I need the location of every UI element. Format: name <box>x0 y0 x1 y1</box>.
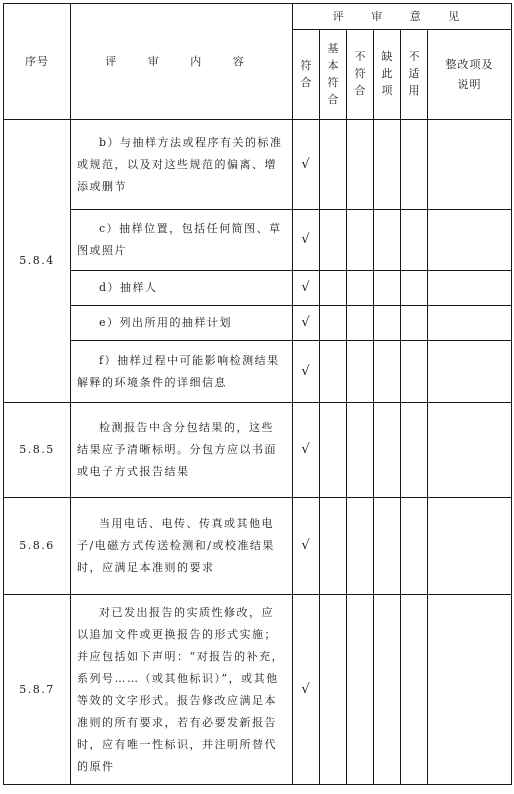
empty-cell <box>347 403 374 498</box>
seq-header-label: 序号 <box>25 54 49 68</box>
empty-cell <box>401 595 428 785</box>
col-header-rectification <box>428 30 512 120</box>
empty-cell <box>374 271 401 306</box>
review-content: 当用电话、电传、传真或其他电子/电磁方式传送检测和/或校准结果时，应满足本准则的要求 <box>71 498 293 595</box>
empty-cell <box>428 341 512 403</box>
col-header-rectification-label: 整改项及说明 <box>445 57 494 91</box>
review-content: d）抽样人 <box>71 271 293 306</box>
empty-cell <box>320 306 347 341</box>
empty-cell <box>320 341 347 403</box>
col-header-nonconform-label: 不符合 <box>354 50 366 98</box>
conform-cell <box>293 341 320 403</box>
empty-cell <box>320 271 347 306</box>
col-header-nonconform <box>347 30 374 120</box>
empty-cell <box>347 595 374 785</box>
col-header-missing-label: 缺此项 <box>381 50 393 98</box>
table-row <box>4 210 512 271</box>
empty-cell <box>401 306 428 341</box>
table-row <box>4 498 512 595</box>
empty-cell <box>374 403 401 498</box>
col-header-missing <box>374 30 401 120</box>
table-row <box>4 595 512 785</box>
review-content: e）列出所用的抽样计划 <box>71 306 293 341</box>
review-content: 对已发出报告的实质性修改，应以追加文件或更换报告的形式实施；并应包括如下声明：“对报告的补充，系列号……（或其他标识）”，或其他等效的文字形式。报告修改应满足本准则的所有要求，若有必要发新报告时，应有唯一性标识，并注明所替代的原件 <box>71 595 293 785</box>
review-content: c）抽样位置，包括任何简图、草图或照片 <box>71 210 293 271</box>
empty-cell <box>401 120 428 210</box>
review-table <box>3 3 512 785</box>
check-mark: √ <box>301 538 311 554</box>
col-header-not-applicable-label: 不适用 <box>408 50 420 98</box>
conform-cell <box>293 306 320 341</box>
review-content: f）抽样过程中可能影响检测结果解释的环境条件的详细信息 <box>71 341 293 403</box>
empty-cell <box>347 498 374 595</box>
empty-cell <box>401 498 428 595</box>
review-content: b）与抽样方法或程序有关的标准或规范，以及对这些规范的偏离、增添或删节 <box>71 120 293 210</box>
section-number: 5.8.7 <box>4 595 71 785</box>
empty-cell <box>428 120 512 210</box>
empty-cell <box>401 210 428 271</box>
conform-cell <box>293 403 320 498</box>
empty-cell <box>428 306 512 341</box>
check-mark: √ <box>301 442 311 458</box>
conform-cell <box>293 498 320 595</box>
review-content: 检测报告中含分包结果的，这些结果应予清晰标明。分包方应以书面或电子方式报告结果 <box>71 403 293 498</box>
seq-header <box>4 4 71 120</box>
empty-cell <box>401 403 428 498</box>
conform-cell <box>293 120 320 210</box>
empty-cell <box>347 120 374 210</box>
empty-cell <box>320 120 347 210</box>
empty-cell <box>347 341 374 403</box>
empty-cell <box>347 271 374 306</box>
col-header-basic-conform-label: 基本符合 <box>327 41 339 106</box>
conform-cell <box>293 595 320 785</box>
empty-cell <box>347 210 374 271</box>
check-mark: √ <box>301 156 311 172</box>
check-mark: √ <box>301 315 311 331</box>
empty-cell <box>320 595 347 785</box>
check-mark: √ <box>301 280 311 296</box>
empty-cell <box>374 498 401 595</box>
empty-cell <box>374 341 401 403</box>
empty-cell <box>428 271 512 306</box>
col-header-not-applicable <box>401 30 428 120</box>
empty-cell <box>401 271 428 306</box>
empty-cell <box>320 403 347 498</box>
table-row <box>4 306 512 341</box>
empty-cell <box>428 595 512 785</box>
col-header-conform <box>293 30 320 120</box>
check-mark: √ <box>301 681 311 697</box>
empty-cell <box>320 210 347 271</box>
section-number: 5.8.6 <box>4 498 71 595</box>
header-row-top <box>4 4 512 30</box>
empty-cell <box>374 120 401 210</box>
content-header <box>71 4 293 120</box>
section-number: 5.8.4 <box>4 120 71 403</box>
empty-cell <box>374 595 401 785</box>
check-mark: √ <box>301 232 311 248</box>
empty-cell <box>428 210 512 271</box>
opinion-header-label: 评 审 意 见 <box>332 9 472 23</box>
col-header-basic-conform <box>320 30 347 120</box>
empty-cell <box>374 306 401 341</box>
conform-cell <box>293 271 320 306</box>
empty-cell <box>401 341 428 403</box>
empty-cell <box>428 498 512 595</box>
col-header-conform-label: 符合 <box>300 58 312 89</box>
table-row <box>4 120 512 210</box>
section-number: 5.8.5 <box>4 403 71 498</box>
conform-cell <box>293 210 320 271</box>
empty-cell <box>320 498 347 595</box>
empty-cell <box>347 306 374 341</box>
table-row <box>4 271 512 306</box>
empty-cell <box>428 403 512 498</box>
table-row <box>4 341 512 403</box>
check-mark: √ <box>301 363 311 379</box>
content-header-label: 评 审 内 容 <box>105 54 258 68</box>
empty-cell <box>374 210 401 271</box>
opinion-header <box>293 4 512 30</box>
table-row <box>4 403 512 498</box>
